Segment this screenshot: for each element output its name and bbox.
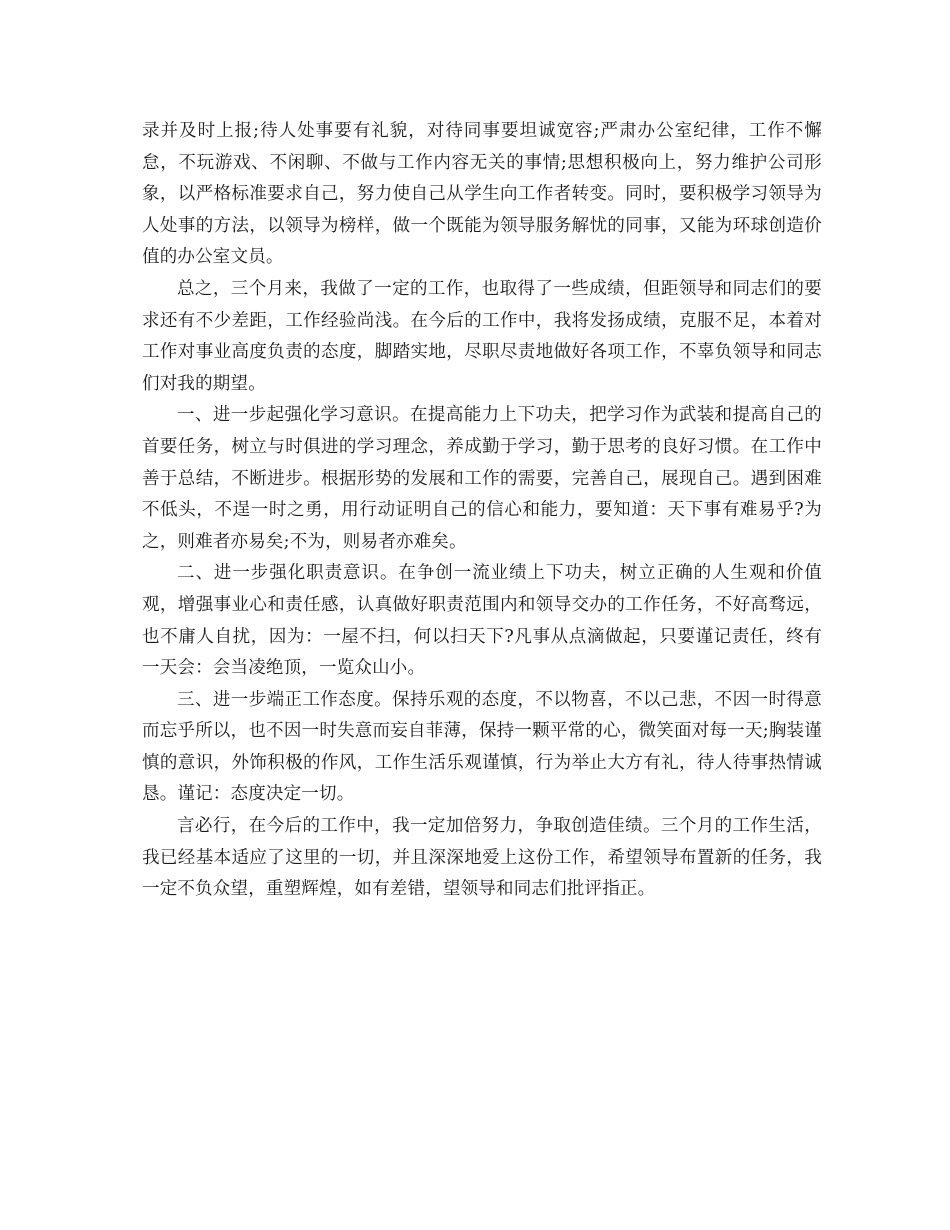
paragraph-point-one: 一、进一步起强化学习意识。在提高能力上下功夫，把学习作为武装和提高自己的首要任务，树立与时俱进的学习理念，养成勤于学习，勤于思考的良好习惯。在工作中善于总结，不断进步。根据形势的发展和工作的需要，完善自己，展现自己。遇到困难不低头，不逞一时之勇，用行动证明自己的信心和能力，要知道：天下事有难易乎?为之，则难者亦易矣;不为，则易者亦难矣。 xyxy=(142,405,822,552)
document-body xyxy=(142,116,822,906)
paragraph-continuation: 录并及时上报;待人处事要有礼貌，对待同事要坦诚宽容;严肃办公室纪律，工作不懈怠，不玩游戏、不闲聊、不做与工作内容无关的事情;思想积极向上，努力维护公司形象，以严格标准要求自己，努力使自己从学生向工作者转变。同时，要积极学习领导为人处事的方法，以领导为榜样，做一个既能为领导服务解忧的同事，又能为环球创造价值的办公室文员。 xyxy=(142,121,822,268)
paragraph-conclusion: 言必行，在今后的工作中，我一定加倍努力，争取创造佳绩。三个月的工作生活，我已经基本适应了这里的一切，并且深深地爱上这份工作，希望领导布置新的任务，我一定不负众望，重塑辉煌，如有差错，望领导和同志们批评指正。 xyxy=(142,816,822,900)
paragraph-point-three: 三、进一步端正工作态度。保持乐观的态度，不以物喜，不以己悲，不因一时得意而忘乎所以，也不因一时失意而妄自菲薄，保持一颗平常的心，微笑面对每一天;胸装谨慎的意识，外饰积极的作风，工作生活乐观谨慎，行为举止大方有礼，待人待事热情诚恳。谨记：态度决定一切。 xyxy=(142,689,822,805)
paragraph-summary: 总之，三个月来，我做了一定的工作，也取得了一些成绩，但距领导和同志们的要求还有不少差距，工作经验尚浅。在今后的工作中，我将发扬成绩，克服不足，本着对工作对事业高度负责的态度，脚踏实地，尽职尽责地做好各项工作，不辜负领导和同志们对我的期望。 xyxy=(142,278,822,394)
paragraph-point-two: 二、进一步强化职责意识。在争创一流业绩上下功夫，树立正确的人生观和价值观，增强事业心和责任感，认真做好职责范围内和领导交办的工作任务，不好高骛远，也不庸人自扰，因为：一屋不扫，何以扫天下?凡事从点滴做起，只要谨记责任，终有一天会：会当凌绝顶，一览众山小。 xyxy=(142,563,822,679)
